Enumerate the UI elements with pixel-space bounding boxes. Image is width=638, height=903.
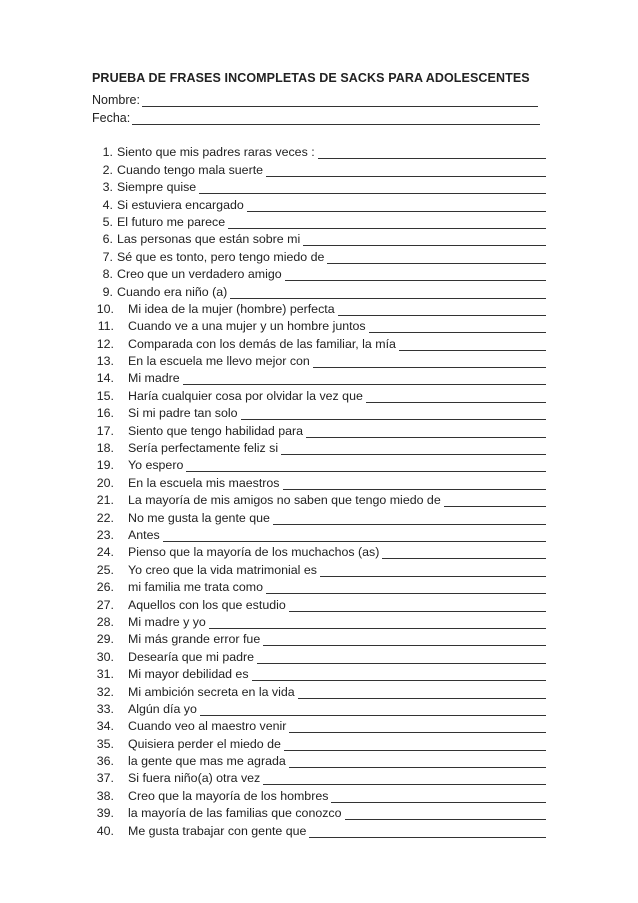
answer-blank[interactable] — [200, 704, 546, 716]
item-text: Si mi padre tan solo — [128, 406, 238, 421]
item-number: 11. — [97, 319, 114, 334]
nombre-blank[interactable] — [142, 94, 538, 107]
document-title: PRUEBA DE FRASES INCOMPLETAS DE SACKS PARA ADOLESCENTES — [92, 71, 530, 85]
item-text: El futuro me parece — [117, 214, 226, 229]
sentence-item — [92, 559, 548, 576]
item-number: 37. — [96, 771, 114, 786]
item-number: 18. — [96, 441, 114, 456]
item-text: la mayoría de las familias que conozco — [128, 806, 342, 821]
item-number: 32. — [96, 684, 114, 699]
sentence-item — [92, 351, 548, 368]
item-text: Cuando era niño (a) — [117, 284, 228, 299]
item-text: Desearía que mi padre — [128, 649, 255, 664]
answer-blank[interactable] — [327, 252, 546, 264]
sentence-item — [92, 785, 548, 802]
sentence-item — [92, 246, 548, 263]
item-text: Cuando veo al maestro venir — [128, 719, 287, 734]
item-text: Siento que mis padres raras veces : — [117, 145, 315, 160]
answer-blank[interactable] — [289, 600, 546, 612]
nombre-label: Nombre: — [92, 93, 140, 107]
item-text: Cuando tengo mala suerte — [117, 162, 264, 177]
item-number: 10. — [96, 301, 114, 316]
answer-blank[interactable] — [163, 530, 546, 542]
sentence-item — [92, 194, 548, 211]
sentence-item — [92, 455, 548, 472]
item-text: Siempre quise — [117, 180, 197, 195]
answer-blank[interactable] — [338, 304, 546, 316]
item-number: 6. — [102, 232, 113, 247]
item-text: Mi más grande error fue — [128, 632, 261, 647]
item-number: 16. — [96, 406, 114, 421]
item-text: Mi ambición secreta en la vida — [128, 684, 295, 699]
item-text: La mayoría de mis amigos no saben que tengo miedo de — [128, 493, 441, 508]
item-number: 34. — [96, 719, 114, 734]
item-text: Me gusta trabajar con gente que — [128, 823, 307, 838]
fecha-blank[interactable] — [132, 112, 540, 125]
item-text: la gente que mas me agrada — [128, 754, 286, 769]
item-number: 8. — [102, 267, 113, 282]
sentence-item — [92, 229, 548, 246]
item-number: 39. — [96, 806, 114, 821]
sentence-item — [92, 733, 548, 750]
item-number: 23. — [96, 527, 114, 542]
sentence-item — [92, 438, 548, 455]
answer-blank[interactable] — [257, 652, 546, 664]
item-text: Quisiera perder el miedo de — [128, 736, 281, 751]
item-number: 24. — [96, 545, 114, 560]
sentence-item — [92, 212, 548, 229]
item-text: No me gusta la gente que — [128, 510, 270, 525]
item-text: En la escuela mis maestros — [128, 475, 280, 490]
sentence-item — [92, 803, 548, 820]
item-text: Creo que la mayoría de los hombres — [128, 788, 329, 803]
answer-blank[interactable] — [369, 321, 546, 333]
fecha-label: Fecha: — [92, 111, 131, 125]
answer-blank[interactable] — [263, 634, 546, 646]
answer-blank[interactable] — [345, 808, 546, 820]
item-text: Sé que es tonto, pero tengo miedo de — [117, 249, 325, 264]
item-text: En la escuela me llevo mejor con — [128, 354, 310, 369]
sentence-item — [92, 316, 548, 333]
item-text: Sería perfectamente feliz si — [128, 441, 279, 456]
item-number: 2. — [102, 162, 113, 177]
answer-blank[interactable] — [289, 756, 546, 768]
answer-blank[interactable] — [228, 217, 546, 229]
fecha-field — [92, 111, 540, 125]
sentence-item — [92, 472, 548, 489]
answer-blank[interactable] — [186, 460, 546, 472]
item-text: Yo espero — [128, 458, 184, 473]
item-number: 4. — [102, 197, 113, 212]
answer-blank[interactable] — [399, 339, 546, 351]
answer-blank[interactable] — [281, 443, 546, 455]
item-text: Siento que tengo habilidad para — [128, 423, 303, 438]
item-number: 1. — [102, 145, 113, 160]
sentence-item — [92, 699, 548, 716]
item-text: Cuando ve a una mujer y un hombre juntos — [128, 319, 366, 334]
answer-blank[interactable] — [241, 408, 546, 420]
sentence-item — [92, 299, 548, 316]
sentence-item — [92, 577, 548, 594]
item-number: 15. — [96, 388, 114, 403]
answer-blank[interactable] — [289, 721, 546, 733]
item-number: 17. — [96, 423, 114, 438]
item-text: Mi madre — [128, 371, 180, 386]
sentence-item — [92, 385, 548, 402]
item-text: Si estuviera encargado — [117, 197, 244, 212]
answer-blank[interactable] — [309, 826, 546, 838]
answer-blank[interactable] — [266, 165, 546, 177]
answer-blank[interactable] — [298, 687, 546, 699]
item-number: 30. — [96, 649, 114, 664]
answer-blank[interactable] — [303, 234, 546, 246]
item-number: 28. — [96, 614, 114, 629]
sentence-item — [92, 490, 548, 507]
answer-blank[interactable] — [306, 426, 546, 438]
item-number: 22. — [96, 510, 114, 525]
item-text: mi familia me trata como — [128, 580, 263, 595]
item-text: Pienso que la mayoría de los muchachos (as) — [128, 545, 380, 560]
item-text: Yo creo que la vida matrimonial es — [128, 562, 317, 577]
answer-blank[interactable] — [266, 582, 546, 594]
answer-blank[interactable] — [382, 547, 546, 559]
item-text: Antes — [128, 527, 160, 542]
answer-blank[interactable] — [252, 669, 546, 681]
sentence-item — [92, 525, 548, 542]
answer-blank[interactable] — [444, 495, 546, 507]
item-text: Comparada con los demás de las familiar, la mía — [128, 336, 396, 351]
sentence-item — [92, 507, 548, 524]
item-number: 36. — [96, 754, 114, 769]
item-text: Las personas que están sobre mi — [117, 232, 301, 247]
sentence-item — [92, 664, 548, 681]
answer-blank[interactable] — [283, 478, 546, 490]
item-number: 13. — [96, 354, 114, 369]
sentence-item — [92, 612, 548, 629]
item-number: 38. — [96, 788, 114, 803]
sentence-item — [92, 629, 548, 646]
answer-blank[interactable] — [313, 356, 546, 368]
answer-blank[interactable] — [183, 373, 546, 385]
answer-blank[interactable] — [209, 617, 546, 629]
item-number: 29. — [96, 632, 114, 647]
answer-blank[interactable] — [318, 147, 546, 159]
item-number: 35. — [96, 736, 114, 751]
sentence-list — [92, 142, 548, 838]
sentence-item — [92, 542, 548, 559]
item-text: Algún día yo — [128, 701, 197, 716]
answer-blank[interactable] — [230, 287, 546, 299]
item-text: Mi madre y yo — [128, 614, 206, 629]
item-number: 9. — [102, 284, 113, 299]
sentence-item — [92, 159, 548, 176]
item-text: Si fuera niño(a) otra vez — [128, 771, 261, 786]
item-number: 40. — [96, 823, 114, 838]
item-number: 33. — [96, 701, 114, 716]
item-number: 5. — [102, 214, 113, 229]
sentence-item — [92, 420, 548, 437]
item-text: Aquellos con los que estudio — [128, 597, 286, 612]
answer-blank[interactable] — [247, 200, 546, 212]
sentence-item — [92, 768, 548, 785]
sentence-item — [92, 281, 548, 298]
sentence-item — [92, 333, 548, 350]
item-text: Mi idea de la mujer (hombre) perfecta — [128, 301, 335, 316]
item-number: 7. — [102, 249, 113, 264]
item-text: Mi mayor debilidad es — [128, 667, 249, 682]
sentence-item — [92, 142, 548, 159]
answer-blank[interactable] — [366, 391, 546, 403]
answer-blank[interactable] — [320, 565, 546, 577]
item-number: 12. — [96, 336, 114, 351]
sentence-item — [92, 716, 548, 733]
item-text: Haría cualquier cosa por olvidar la vez que — [128, 388, 363, 403]
item-number: 26. — [96, 580, 114, 595]
answer-blank[interactable] — [263, 773, 546, 785]
sentence-item — [92, 681, 548, 698]
sentence-item — [92, 177, 548, 194]
answer-blank[interactable] — [273, 513, 546, 525]
sentence-item — [92, 646, 548, 663]
item-text: Creo que un verdadero amigo — [117, 267, 282, 282]
item-number: 27. — [96, 597, 114, 612]
item-number: 21. — [96, 493, 114, 508]
sentence-item — [92, 751, 548, 768]
sentence-item — [92, 820, 548, 837]
answer-blank[interactable] — [331, 791, 546, 803]
sentence-item — [92, 368, 548, 385]
nombre-field — [92, 93, 538, 107]
item-number: 25. — [96, 562, 114, 577]
sentence-item — [92, 264, 548, 281]
item-number: 19. — [96, 458, 114, 473]
item-number: 20. — [96, 475, 114, 490]
item-number: 14. — [96, 371, 114, 386]
answer-blank[interactable] — [284, 739, 546, 751]
answer-blank[interactable] — [285, 269, 546, 281]
sentence-item — [92, 594, 548, 611]
item-number: 31. — [96, 667, 114, 682]
sentence-item — [92, 403, 548, 420]
answer-blank[interactable] — [199, 182, 546, 194]
item-number: 3. — [102, 180, 113, 195]
